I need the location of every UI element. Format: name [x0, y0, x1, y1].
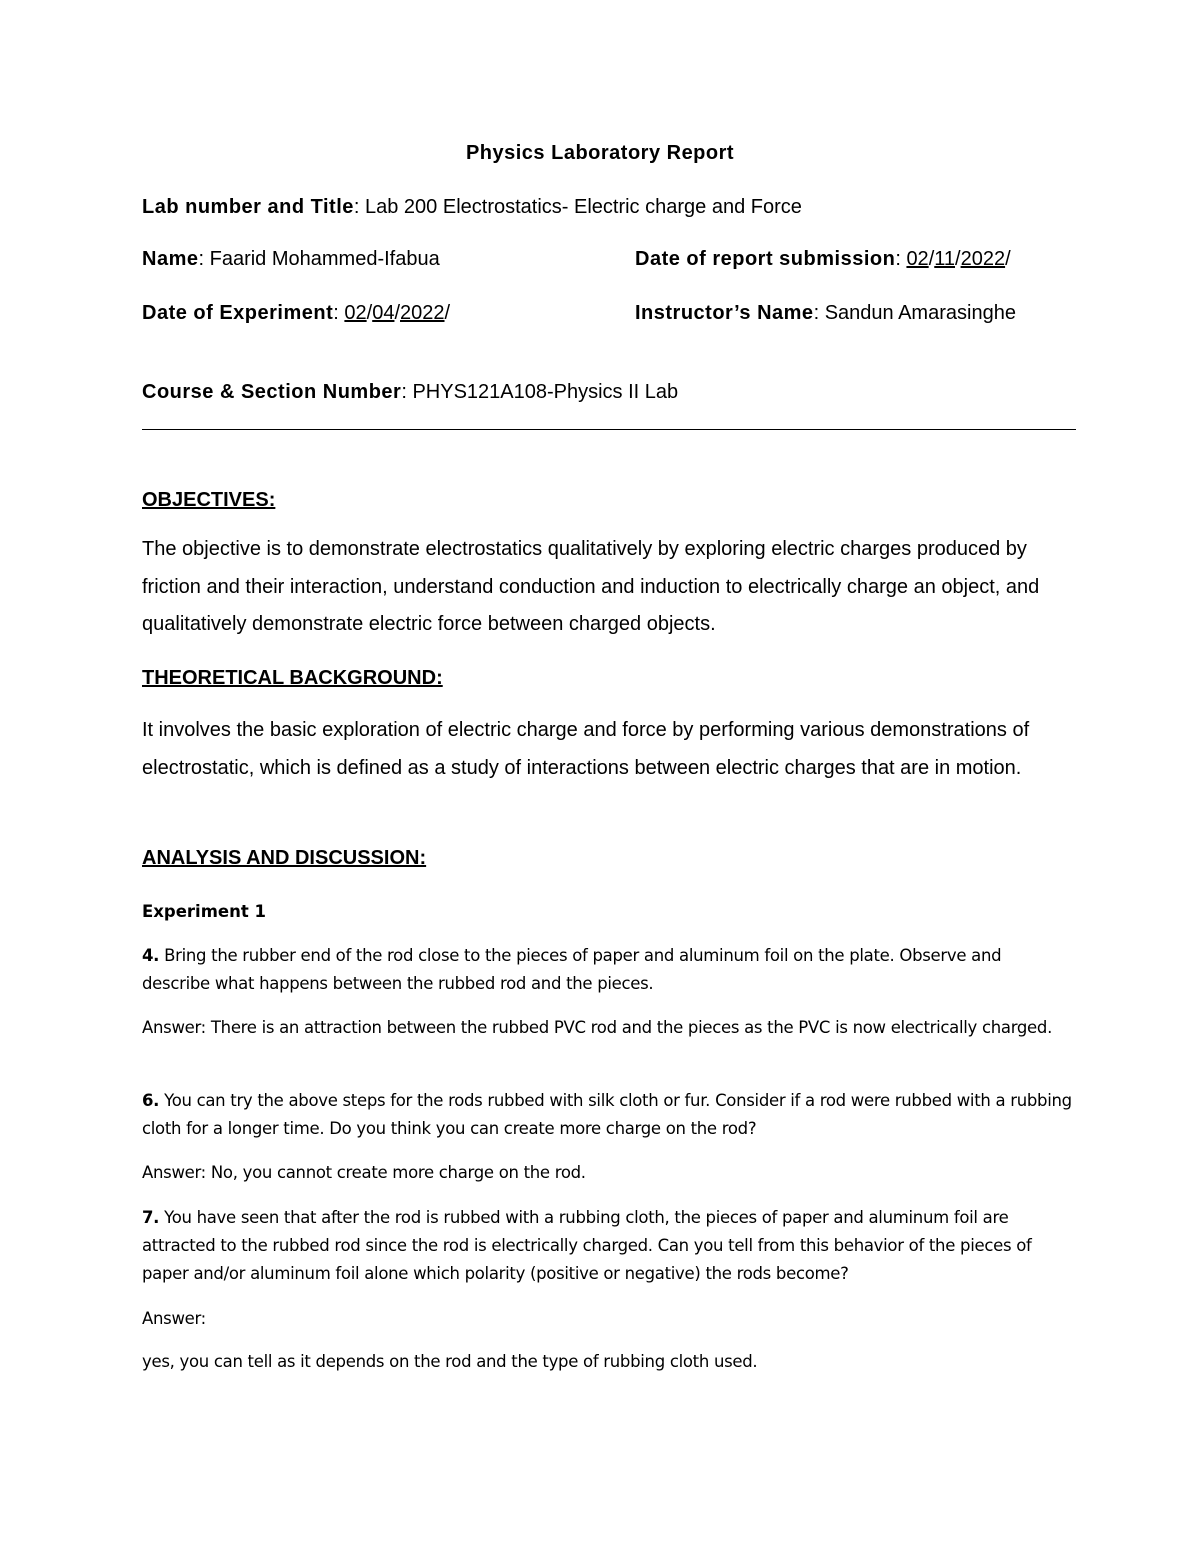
question-7-number: 7.: [142, 1208, 160, 1227]
question-6-number: 6.: [142, 1091, 160, 1110]
question-6: [142, 1087, 1072, 1143]
submission-day: 11: [934, 248, 956, 270]
experiment-date-line: Date of Experiment: 02/04/2022/: [142, 302, 451, 324]
submission-year: 2022: [960, 248, 1006, 270]
objectives-heading: OBJECTIVES:: [142, 489, 276, 511]
analysis-heading: ANALYSIS AND DISCUSSION:: [142, 847, 427, 869]
header-divider: [142, 429, 1076, 430]
experiment-date-label: Date of Experiment: [142, 302, 334, 324]
instructor-label: Instructor’s Name: [635, 302, 814, 324]
answer-6: Answer: No, you cannot create more charge on the rod.: [142, 1163, 586, 1182]
student-name-value: Faarid Mohammed-Ifabua: [209, 248, 440, 270]
course-value: PHYS121A108-Physics II Lab: [412, 381, 679, 403]
experiment-day: 04: [372, 302, 395, 324]
student-name-line: Name: Faarid Mohammed-Ifabua: [142, 248, 440, 270]
instructor-value: Sandun Amarasinghe: [824, 302, 1016, 324]
question-4-number: 4.: [142, 946, 160, 965]
answer-7: yes, you can tell as it depends on the rod and the type of rubbing cloth used.: [142, 1352, 758, 1371]
experiment-year: 2022: [400, 302, 445, 324]
report-title: Physics Laboratory Report: [465, 142, 735, 164]
question-7-text: You have seen that after the rod is rubbed with a rubbing cloth, the pieces of paper and aluminum foil are attracted to the rubbed rod since the rod is electrically charged. Can you tell from this behavior of the pieces of paper and/or aluminum foil alone which polarity (positive or negative) the rods become?: [142, 1208, 1032, 1283]
answer-4: Answer: There is an attraction between the rubbed PVC rod and the pieces as the PVC is now electrically charged.: [142, 1018, 1053, 1037]
lab-title-value: Lab 200 Electrostatics- Electric charge and Force: [365, 196, 802, 218]
lab-title-line: Lab number and Title: Lab 200 Electrostatics- Electric charge and Force: [142, 196, 802, 218]
question-4-text: Bring the rubber end of the rod close to the pieces of paper and aluminum foil on the plate. Observe and describe what happens between the rubbed rod and the pieces.: [142, 946, 1002, 993]
course-line: Course & Section Number: PHYS121A108-Physics II Lab: [142, 381, 679, 403]
course-label: Course & Section Number: [142, 381, 402, 403]
question-4: [142, 942, 1072, 998]
instructor-line: Instructor’s Name: Sandun Amarasinghe: [635, 302, 1016, 324]
submission-date-line: Date of report submission: 02/11/2022/: [635, 248, 1011, 270]
submission-month: 02: [906, 248, 929, 270]
theory-heading: THEORETICAL BACKGROUND:: [142, 667, 443, 689]
lab-title-label: Lab number and Title: [142, 196, 354, 218]
submission-date-label: Date of report submission: [635, 248, 896, 270]
experiment-title: Experiment 1: [142, 902, 266, 921]
theory-text: It involves the basic exploration of electric charge and force by performing various demonstrations of electrostatic, which is defined as a study of interactions between electric charges that are in motion.: [142, 719, 1030, 779]
objectives-text: The objective is to demonstrate electrostatics qualitatively by exploring electric charges produced by friction and their interaction, understand conduction and induction to electrically charge an object, and qualitatively demonstrate electric force between charged objects.: [142, 538, 1040, 635]
question-7: [142, 1204, 1072, 1288]
student-name-label: Name: [142, 248, 199, 270]
experiment-month: 02: [344, 302, 367, 324]
answer-7-label: Answer:: [142, 1309, 206, 1328]
question-6-text: You can try the above steps for the rods rubbed with silk cloth or fur. Consider if a rod were rubbed with a rubbing cloth for a longer time. Do you think you can create more charge on the rod?: [142, 1091, 1072, 1138]
